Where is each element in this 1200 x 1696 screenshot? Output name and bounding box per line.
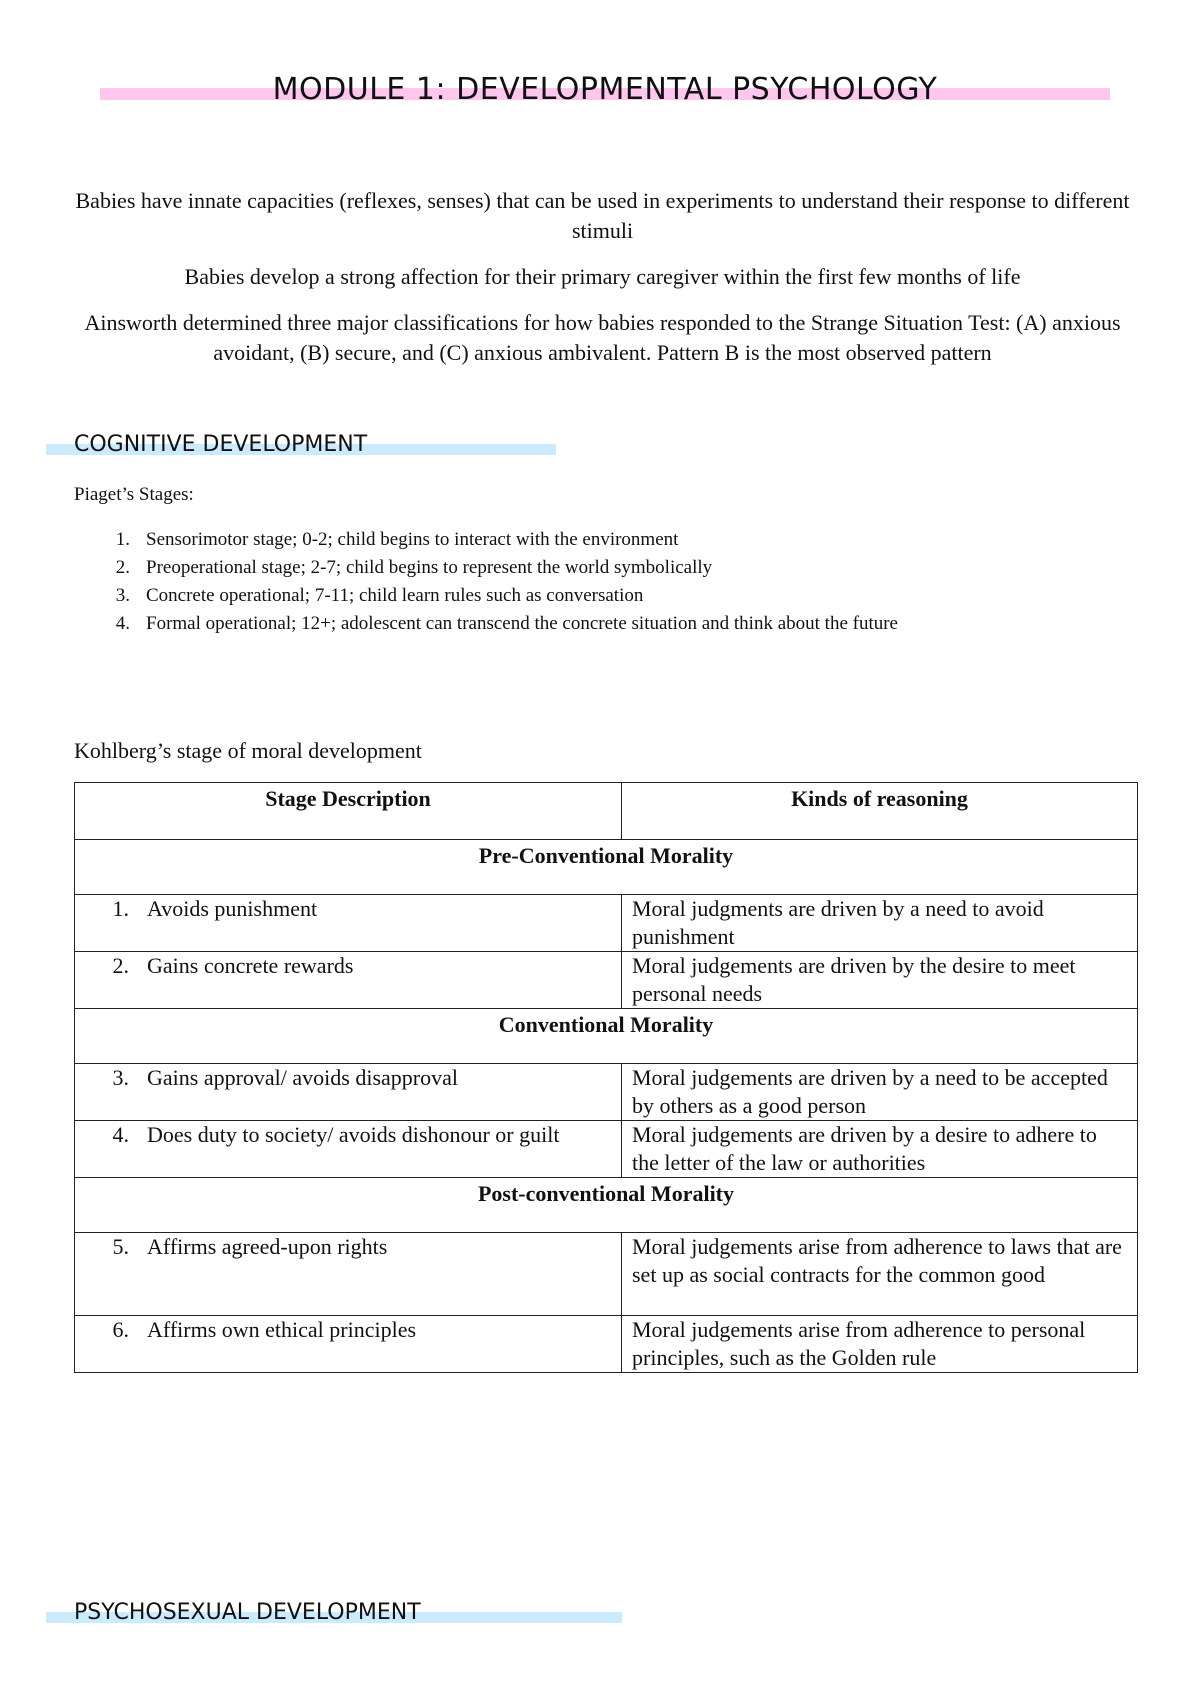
stage-number: 4. bbox=[112, 1122, 129, 1147]
stage-cell bbox=[75, 1064, 622, 1121]
reasoning-cell: Moral judgements are driven by a need to be accepted by others as a good person bbox=[622, 1064, 1138, 1121]
stage-number: 1. bbox=[112, 896, 129, 921]
stage-cell bbox=[75, 1121, 622, 1178]
stage-number: 2. bbox=[112, 953, 129, 978]
table-row bbox=[75, 1316, 1138, 1373]
reasoning-cell: Moral judgements arise from adherence to laws that are set up as social contracts for the common good bbox=[622, 1233, 1138, 1316]
stage-number: 6. bbox=[112, 1317, 129, 1342]
list-item-number: 2. bbox=[115, 557, 130, 578]
piaget-stage-list bbox=[74, 526, 1114, 638]
stage-number: 5. bbox=[112, 1234, 129, 1259]
list-item-text: Concrete operational; 7-11; child learn rules such as conversation bbox=[146, 585, 644, 606]
table-group-row bbox=[75, 840, 1138, 895]
list-item-number: 3. bbox=[115, 585, 130, 606]
table-row bbox=[75, 1233, 1138, 1316]
stage-cell bbox=[75, 895, 622, 952]
table-row bbox=[75, 895, 1138, 952]
intro-section bbox=[70, 186, 1135, 384]
reasoning-cell: Moral judgements are driven by the desire to meet personal needs bbox=[622, 952, 1138, 1009]
piaget-label: Piaget’s Stages: bbox=[74, 484, 194, 505]
stage-text: Affirms own ethical principles bbox=[147, 1317, 417, 1342]
reasoning-cell: Moral judgements are driven by a desire to adhere to the letter of the law or authorities bbox=[622, 1121, 1138, 1178]
list-item bbox=[74, 582, 1114, 610]
stage-text: Avoids punishment bbox=[147, 896, 318, 921]
list-item-text: Preoperational stage; 2-7; child begins to represent the world symbolically bbox=[146, 557, 713, 578]
stage-cell bbox=[75, 952, 622, 1009]
list-item bbox=[74, 526, 1114, 554]
page-title: MODULE 1: DEVELOPMENTAL PSYCHOLOGY bbox=[272, 72, 938, 107]
column-header-reasoning: Kinds of reasoning bbox=[622, 783, 1138, 840]
intro-paragraph: Ainsworth determined three major classifications for how babies responded to the Strange Situation Test: (A) anxious avoidant, (B) secure, and (C) anxious ambivalent. Pattern B is the most observed pattern bbox=[84, 310, 1121, 365]
intro-paragraph: Babies develop a strong affection for their primary caregiver within the first few months of life bbox=[184, 264, 1021, 289]
stage-text: Affirms agreed-upon rights bbox=[147, 1234, 388, 1259]
stage-cell bbox=[75, 1233, 622, 1316]
kohlberg-label: Kohlberg’s stage of moral development bbox=[74, 738, 422, 763]
psychosexual-heading: PSYCHOSEXUAL DEVELOPMENT bbox=[74, 1600, 421, 1625]
table-row bbox=[75, 1121, 1138, 1178]
stage-text: Does duty to society/ avoids dishonour or guilt bbox=[147, 1122, 560, 1147]
stage-text: Gains approval/ avoids disapproval bbox=[147, 1065, 458, 1090]
kohlberg-table bbox=[74, 782, 1138, 1373]
list-item-number: 1. bbox=[115, 529, 130, 550]
list-item-number: 4. bbox=[115, 613, 130, 634]
table-row bbox=[75, 1064, 1138, 1121]
table-row bbox=[75, 952, 1138, 1009]
table-header-row bbox=[75, 783, 1138, 840]
table-group-row bbox=[75, 1009, 1138, 1064]
list-item-text: Sensorimotor stage; 0-2; child begins to interact with the environment bbox=[146, 529, 679, 550]
cognitive-heading: COGNITIVE DEVELOPMENT bbox=[74, 432, 368, 457]
list-item bbox=[74, 610, 1114, 638]
group-title: Pre-Conventional Morality bbox=[75, 840, 1138, 895]
group-title: Conventional Morality bbox=[75, 1009, 1138, 1064]
list-item-text: Formal operational; 12+; adolescent can transcend the concrete situation and think about the future bbox=[146, 613, 898, 634]
column-header-stage: Stage Description bbox=[75, 783, 622, 840]
group-title: Post-conventional Morality bbox=[75, 1178, 1138, 1233]
stage-number: 3. bbox=[112, 1065, 129, 1090]
list-item bbox=[74, 554, 1114, 582]
stage-cell bbox=[75, 1316, 622, 1373]
reasoning-cell: Moral judgements arise from adherence to personal principles, such as the Golden rule bbox=[622, 1316, 1138, 1373]
reasoning-cell: Moral judgments are driven by a need to avoid punishment bbox=[622, 895, 1138, 952]
stage-text: Gains concrete rewards bbox=[147, 953, 354, 978]
intro-paragraph: Babies have innate capacities (reflexes, senses) that can be used in experiments to understand their response to different stimuli bbox=[75, 188, 1130, 243]
table-group-row bbox=[75, 1178, 1138, 1233]
